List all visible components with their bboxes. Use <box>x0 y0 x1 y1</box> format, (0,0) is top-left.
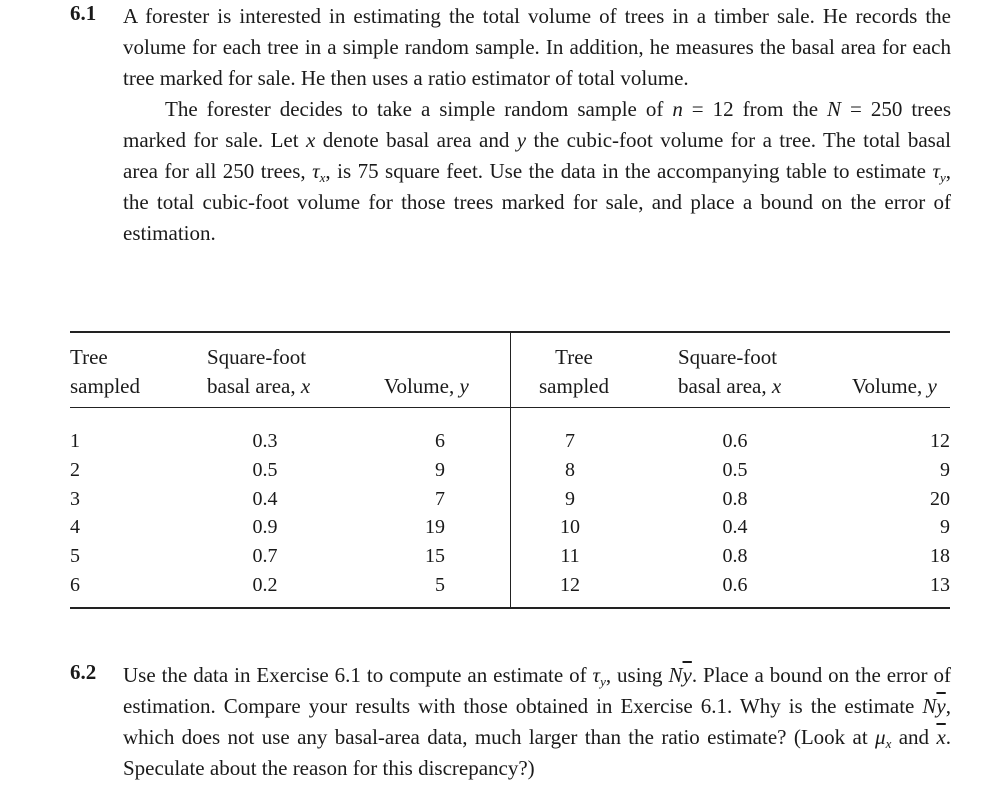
header-volume: Volume, y <box>384 374 469 398</box>
table-cell: 13 <box>930 574 950 596</box>
table-center-divider <box>510 331 511 609</box>
header-volume-2: Volume, y <box>852 374 937 398</box>
table-cell: 9 <box>435 459 445 481</box>
header-tree-sampled: Tree sampled <box>70 345 140 398</box>
table-cell: 15 <box>425 545 445 567</box>
table-cell: 7 <box>435 488 445 510</box>
table-cell: 9 <box>565 488 575 510</box>
y-bar-symbol: $\overline{y}$ <box>682 663 692 687</box>
table-cell: 9 <box>940 516 950 538</box>
tau-symbol: τ <box>932 159 940 183</box>
exercise-6-2-paragraph: Use the data in Exercise 6.1 to compute an estimate of $\tau_y$, using $N\overline{y}$. Place a bound on the error of estimation. Compare your results with those obtained in Exercise 6.1. Why is the estimate $N\overline{y}$, which does not use any basal-area data, much larger than the ratio estimate? (Look at $\mu_x$ and $\overline{x}$. Speculate about the reason for this discrepancy?) <box>123 663 952 780</box>
table-cell: 10 <box>560 516 580 538</box>
table-cell: 0.2 <box>252 574 278 596</box>
table-cell: 6 <box>70 574 80 596</box>
exercise-6-1-paragraph-1: A forester is interested in estimating the total volume of trees in a timber sale. He records the volume for each tree in a simple random sample. In addition, he measures the basal area for each tree marked for sale. He then uses a ratio estimator of total volume. <box>123 4 951 90</box>
table-cell: 1 <box>70 430 80 452</box>
table-cell: 19 <box>425 516 445 538</box>
table-cell: 2 <box>70 459 80 481</box>
table-cell: 4 <box>70 516 80 538</box>
table-cell: 11 <box>560 545 580 567</box>
table-cell: 5 <box>435 574 445 596</box>
x-bar-symbol: $\overline{x}$ <box>936 725 946 749</box>
table-cell: 5 <box>70 545 80 567</box>
header-basal-area: Square-foot basal area, x <box>207 345 311 398</box>
tau-symbol: τ <box>592 663 601 687</box>
header-tree-sampled-2: Tree sampled <box>539 345 609 398</box>
table-cell: 0.9 <box>252 516 278 538</box>
table-cell: 8 <box>565 459 575 481</box>
exercise-6-1-text <box>123 1 951 249</box>
exercise-6-2-number: 6.2 <box>70 660 97 684</box>
mu-symbol: μ <box>875 725 886 749</box>
table-cell: 0.7 <box>252 545 278 567</box>
exercise-6-2-text <box>123 660 951 784</box>
table-cell: 7 <box>565 430 575 452</box>
table-cell: 0.8 <box>722 488 748 510</box>
table-cell: 0.6 <box>722 430 748 452</box>
table-cell: 0.5 <box>722 459 748 481</box>
table-cell: 0.5 <box>252 459 278 481</box>
exercise-6-1-paragraph-2: The forester decides to take a simple random sample of n = 12 from the N = 250 trees marked for sale. Let x denote basal area and y the cubic-foot volume for a tree. The total basal area for all 250 trees, $\tau_x$, is 75 square feet. Use the data in the accompanying table to estimate $\tau_y$, the total cubic-foot volume for those trees marked for sale, and place a bound on the error of estimation. <box>123 97 951 245</box>
table-cell: 9 <box>940 459 950 481</box>
table-cell: 6 <box>435 430 445 452</box>
table-cell: 0.6 <box>722 574 748 596</box>
tree-data-table <box>70 331 950 609</box>
table-cell: 0.4 <box>252 488 278 510</box>
table-cell: 3 <box>70 488 80 510</box>
table-cell: 18 <box>930 545 950 567</box>
exercise-6-1-number: 6.1 <box>70 1 97 25</box>
header-basal-area-2: Square-foot basal area, x <box>678 345 782 398</box>
table-cell: 0.4 <box>722 516 748 538</box>
table-cell: 20 <box>930 488 950 510</box>
table-cell: 0.3 <box>252 430 278 452</box>
table-cell: 12 <box>930 430 950 452</box>
table-cell: 0.8 <box>722 545 748 567</box>
y-bar-symbol: $\overline{y}$ <box>936 694 946 718</box>
table-cell: 12 <box>560 574 580 596</box>
tau-symbol: τ <box>312 159 320 183</box>
